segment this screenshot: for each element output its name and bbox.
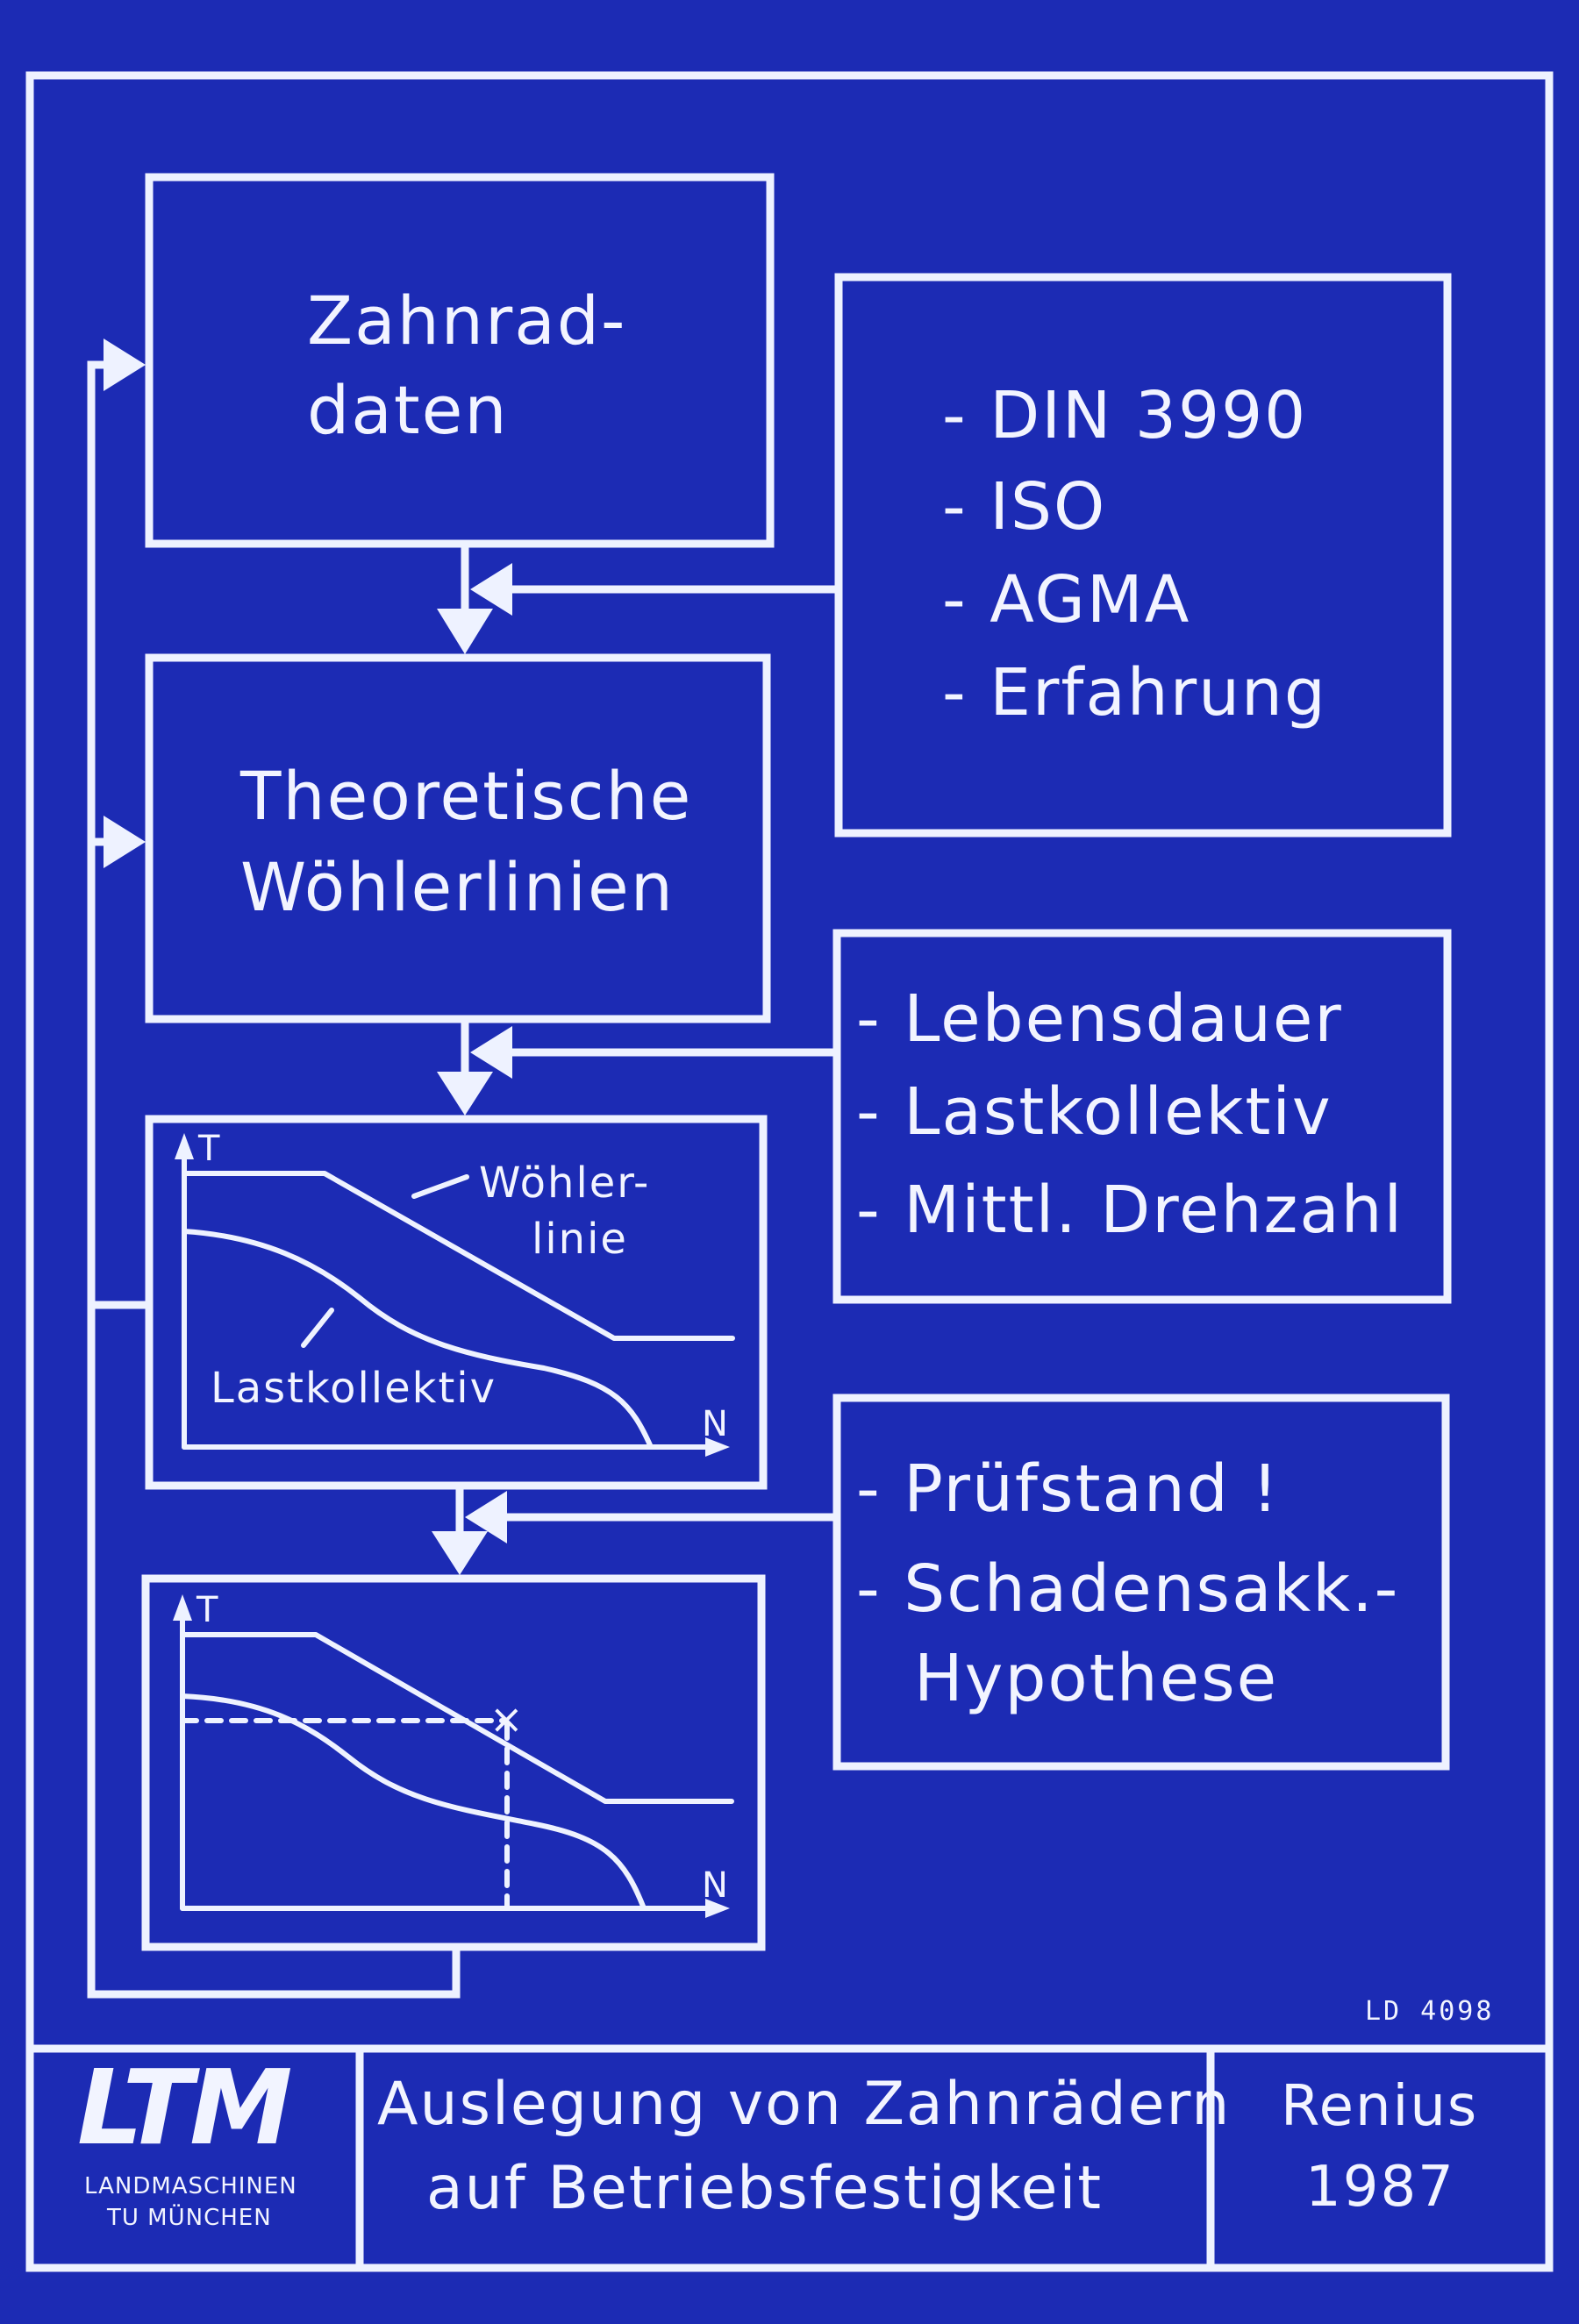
footer-year: 1987 bbox=[1305, 2155, 1455, 2220]
graph1-x-axis-label: N bbox=[702, 1404, 730, 1444]
arrow-down-3 bbox=[432, 1531, 488, 1575]
operation-item-speed: - Mittl. Drehzahl bbox=[856, 1173, 1404, 1248]
standards-item-iso: - ISO bbox=[942, 469, 1107, 545]
footer-title-line-1: Auslegung von Zahnrädern bbox=[377, 2070, 1232, 2139]
graph1-y-arrowhead bbox=[175, 1133, 194, 1159]
footer-title-line-2: auf Betriebsfestigkeit bbox=[426, 2154, 1104, 2223]
standards-item-agma: - AGMA bbox=[942, 562, 1191, 638]
footer-author: Renius bbox=[1281, 2074, 1479, 2139]
arrow-right-gear-data bbox=[104, 339, 146, 391]
standards-item-din: - DIN 3990 bbox=[942, 378, 1308, 453]
theory-label-2: Wöhlerlinien bbox=[240, 848, 675, 926]
testing-item-hypothesis: Hypothese bbox=[914, 1641, 1279, 1716]
operation-item-load-spectrum: - Lastkollektiv bbox=[856, 1074, 1333, 1150]
operation-item-lifetime: - Lebensdauer bbox=[856, 981, 1343, 1057]
graph2-y-axis-label: T bbox=[196, 1590, 220, 1630]
arrow-right-theory bbox=[104, 816, 146, 868]
graph1-woehler-label-1: Wöhler- bbox=[479, 1158, 651, 1208]
graph2-x-axis-label: N bbox=[702, 1865, 730, 1906]
institute-line-2: TU MÜNCHEN bbox=[107, 2205, 272, 2231]
testing-item-damage-accumulation: - Schadensakk.- bbox=[856, 1551, 1400, 1627]
graph2-y-arrowhead bbox=[173, 1594, 192, 1621]
graph1-load-spectrum-label: Lastkollektiv bbox=[211, 1364, 497, 1413]
graph1-load-leader bbox=[304, 1310, 332, 1345]
graph1-y-axis-label: T bbox=[198, 1129, 222, 1169]
graph1-woehler-leader bbox=[414, 1177, 467, 1196]
arrow-left-standards bbox=[470, 563, 512, 616]
graph2-load-curve bbox=[182, 1696, 644, 1908]
theory-label-1: Theoretische bbox=[240, 757, 693, 835]
ltm-logo: LTM bbox=[77, 2047, 289, 2168]
arrow-down-2 bbox=[437, 1072, 493, 1116]
gear-data-label-1: Zahnrad- bbox=[307, 282, 627, 360]
testing-item-test-rig: - Prüfstand ! bbox=[856, 1451, 1280, 1527]
arrow-down-1 bbox=[437, 609, 493, 654]
gear-data-label-2: daten bbox=[307, 371, 509, 449]
graph2-intersection-mark: × bbox=[489, 1695, 525, 1743]
institute-line-1: LANDMASCHINEN bbox=[84, 2173, 297, 2199]
graph2-plot bbox=[173, 1594, 732, 1918]
standards-item-experience: - Erfahrung bbox=[942, 655, 1327, 731]
graph1-woehler-label-2: linie bbox=[532, 1215, 628, 1264]
slide-code: LD 4098 bbox=[1365, 1996, 1495, 2027]
arrow-left-operation bbox=[470, 1026, 512, 1079]
